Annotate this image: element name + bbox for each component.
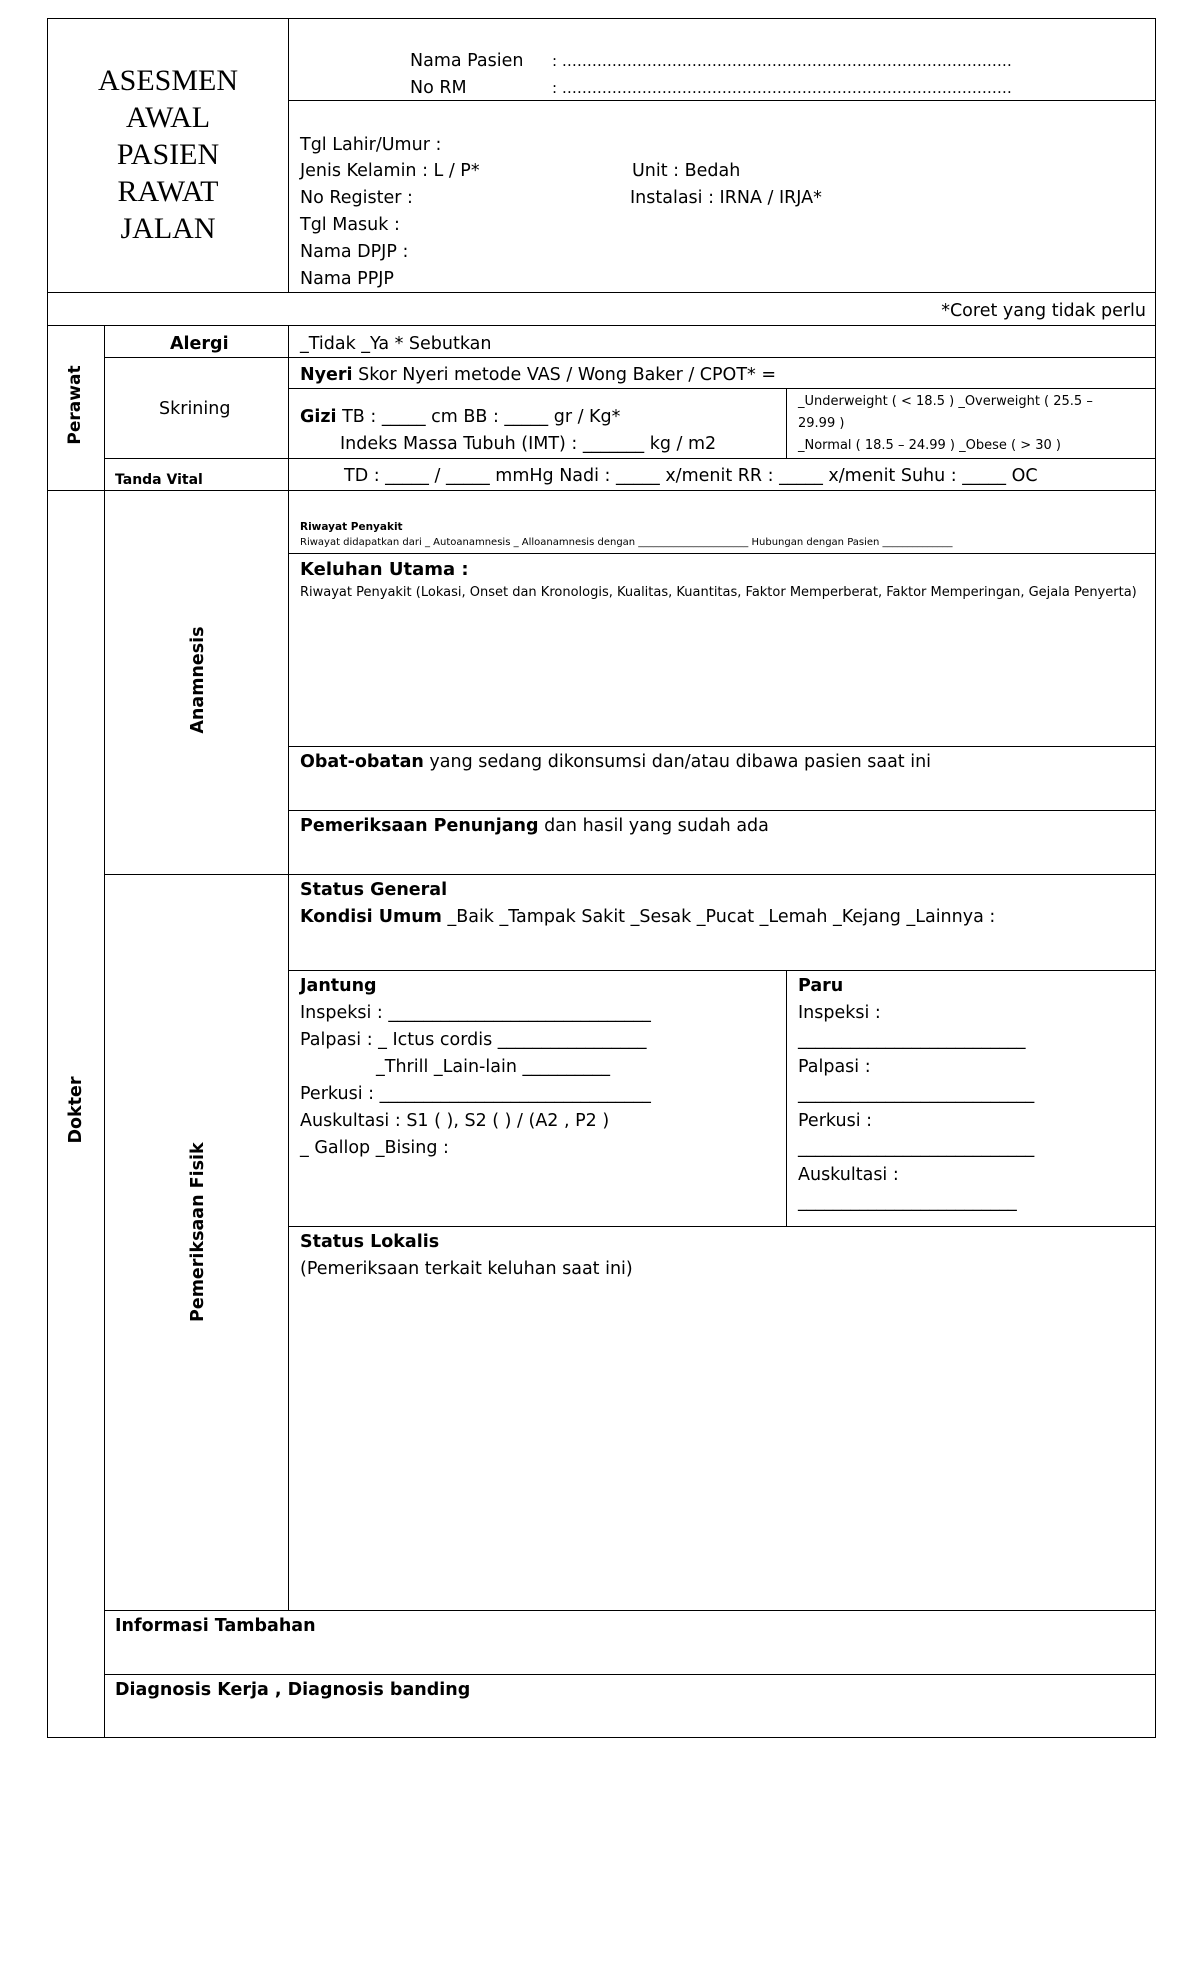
- jenis-kelamin-field[interactable]: Jenis Kelamin : L / P*: [300, 161, 480, 181]
- kondisi-umum-label: Kondisi Umum: [300, 907, 442, 927]
- tgl-masuk-field[interactable]: Tgl Masuk :: [300, 215, 400, 235]
- dokter-section-label: Dokter: [66, 1076, 86, 1144]
- jantung-auskultasi[interactable]: Auskultasi : S1 ( ), S2 ( ) / (A2 , P2 ): [300, 1111, 610, 1131]
- jantung-title: Jantung: [300, 976, 377, 996]
- label-col-line-dokter: [288, 490, 289, 1610]
- nama-ppjp-field[interactable]: Nama PPJP: [300, 269, 394, 289]
- lokalis-bottom: [104, 1610, 1156, 1611]
- nyeri-field[interactable]: [300, 362, 776, 388]
- jantung-thrill[interactable]: _Thrill _Lain-lain __________: [376, 1057, 610, 1077]
- paru-inspeksi-label: Inspeksi :: [798, 1003, 881, 1023]
- alergi-bottom: [104, 357, 1156, 358]
- perawat-section-label: Perawat: [65, 365, 85, 445]
- nyeri-label: Nyeri: [300, 365, 353, 385]
- gizi-split: [786, 388, 787, 458]
- obat-bottom: [288, 810, 1156, 811]
- paru-perkusi-field[interactable]: ___________________________: [798, 1138, 1035, 1158]
- tanda-vital-field[interactable]: TD : _____ / _____ mmHg Nadi : _____ x/menit RR : _____ x/menit Suhu : _____ OC: [344, 466, 1038, 486]
- diagnosis-field[interactable]: Diagnosis Kerja , Diagnosis banding: [115, 1680, 471, 1700]
- paru-palpasi-field[interactable]: ___________________________: [798, 1084, 1035, 1104]
- jantung-perkusi[interactable]: Perkusi : _______________________________: [300, 1084, 651, 1104]
- keluhan-bottom: [288, 746, 1156, 747]
- jantung-inspeksi[interactable]: Inspeksi : ______________________________: [300, 1003, 651, 1023]
- keluhan-title: Keluhan Utama :: [300, 559, 469, 580]
- skrining-bottom: [104, 458, 1156, 459]
- obat-text: yang sedang dikonsumsi dan/atau dibawa pasien saat ini: [423, 752, 932, 772]
- border-left: [47, 18, 48, 1738]
- border-bottom: [47, 1737, 1156, 1738]
- obat-field[interactable]: [300, 749, 931, 775]
- status-lokalis-desc: (Pemeriksaan terkait keluhan saat ini): [300, 1259, 633, 1279]
- nama-pasien-field[interactable]: : ………………………………………………………………………………: [552, 52, 1012, 70]
- form-title-word: AWAL: [125, 101, 211, 134]
- no-rm-field[interactable]: : ………………………………………………………………………………: [552, 79, 1012, 97]
- pemeriksaan-fisik-label: Pemeriksaan Fisik: [188, 1142, 208, 1322]
- unit-field[interactable]: Unit : Bedah: [632, 161, 741, 181]
- nama-pasien-label: Nama Pasien: [410, 51, 524, 71]
- status-lokalis-input-area[interactable]: [290, 1284, 1154, 1608]
- anamnesis-label: Anamnesis: [188, 626, 208, 734]
- header-bottom-line: [47, 292, 1156, 293]
- info-bottom: [104, 1674, 1156, 1675]
- border-top: [47, 18, 1156, 19]
- form-title-word: RAWAT: [117, 175, 219, 208]
- penunjang-text: dan hasil yang sudah ada: [538, 816, 769, 836]
- jantung-gallop[interactable]: _ Gallop _Bising :: [300, 1138, 449, 1158]
- border-right: [1155, 18, 1156, 1738]
- keluhan-desc: Riwayat Penyakit (Lokasi, Onset dan Kronologis, Kualitas, Kuantitas, Faktor Memperberat, Faktor Memperingan, Gejala Penyerta): [300, 585, 1137, 600]
- label-col-line-perawat: [288, 325, 289, 490]
- penunjang-field[interactable]: [300, 813, 769, 839]
- nyeri-bottom: [288, 388, 1156, 389]
- status-general-bottom: [288, 970, 1156, 971]
- paru-inspeksi-field[interactable]: __________________________: [798, 1030, 1026, 1050]
- alergi-field[interactable]: _Tidak _Ya * Sebutkan: [300, 334, 492, 354]
- bmi-line-2: 29.99 ): [798, 416, 845, 431]
- jantung-paru-split: [786, 970, 787, 1226]
- paru-perkusi-label: Perkusi :: [798, 1111, 873, 1131]
- riwayat-line[interactable]: Riwayat didapatkan dari _ Autoanamnesis _ Alloanamnesis dengan ______________________ Hubungan dengan Pasien ______________: [300, 537, 953, 548]
- bmi-line-1: _Underweight ( < 18.5 ) _Overweight ( 25.5 –: [798, 394, 1093, 409]
- perawat-bottom: [47, 490, 1156, 491]
- form-title-word: PASIEN: [116, 138, 220, 171]
- nyeri-text: Skor Nyeri metode VAS / Wong Baker / CPOT* =: [352, 365, 776, 385]
- form-title: [48, 62, 288, 247]
- penunjang-label: Pemeriksaan Penunjang: [300, 816, 539, 836]
- paru-palpasi-label: Palpasi :: [798, 1057, 871, 1077]
- status-general-title: Status General: [300, 880, 448, 900]
- bmi-line-3: _Normal ( 18.5 – 24.99 ) _Obese ( > 30 ): [798, 438, 1061, 453]
- imt-field[interactable]: Indeks Massa Tubuh (IMT) : _______ kg / m2: [340, 434, 717, 454]
- paru-auskultasi-field[interactable]: _________________________: [798, 1192, 1017, 1212]
- keluhan-input-area[interactable]: [290, 606, 1154, 744]
- gizi-text: TB : _____ cm BB : _____ gr / Kg*: [336, 407, 621, 427]
- header-divider: [288, 18, 289, 292]
- skrining-label: Skrining: [159, 399, 231, 419]
- section-col-line: [104, 325, 105, 1738]
- no-register-field[interactable]: No Register :: [300, 188, 413, 208]
- riwayat-bottom: [288, 553, 1156, 554]
- gizi-label: Gizi: [300, 407, 337, 427]
- riwayat-title: Riwayat Penyakit: [300, 521, 403, 533]
- no-rm-label: No RM: [410, 78, 467, 98]
- informasi-tambahan-field[interactable]: Informasi Tambahan: [115, 1616, 316, 1636]
- tgl-lahir-field[interactable]: Tgl Lahir/Umur :: [300, 135, 442, 155]
- kondisi-umum-field[interactable]: [300, 904, 995, 930]
- paru-title: Paru: [798, 976, 844, 996]
- form-title-word: JALAN: [120, 212, 216, 245]
- tanda-vital-label: Tanda Vital: [115, 472, 203, 488]
- alergi-label: Alergi: [170, 334, 229, 354]
- form-title-word: ASESMEN: [97, 64, 239, 97]
- coret-note: *Coret yang tidak perlu: [941, 301, 1146, 321]
- paru-auskultasi-label: Auskultasi :: [798, 1165, 899, 1185]
- coret-row-line: [47, 325, 1156, 326]
- obat-label: Obat-obatan: [300, 752, 424, 772]
- jantung-paru-bottom: [288, 1226, 1156, 1227]
- nama-dpjp-field[interactable]: Nama DPJP :: [300, 242, 409, 262]
- status-lokalis-title: Status Lokalis: [300, 1232, 440, 1252]
- instalasi-field[interactable]: Instalasi : IRNA / IRJA*: [630, 188, 822, 208]
- jantung-palpasi[interactable]: Palpasi : _ Ictus cordis _________________: [300, 1030, 647, 1050]
- gizi-field[interactable]: [300, 404, 620, 430]
- kondisi-umum-text: _Baik _Tampak Sakit _Sesak _Pucat _Lemah _Kejang _Lainnya :: [441, 907, 996, 927]
- anamnesis-bottom: [104, 874, 1156, 875]
